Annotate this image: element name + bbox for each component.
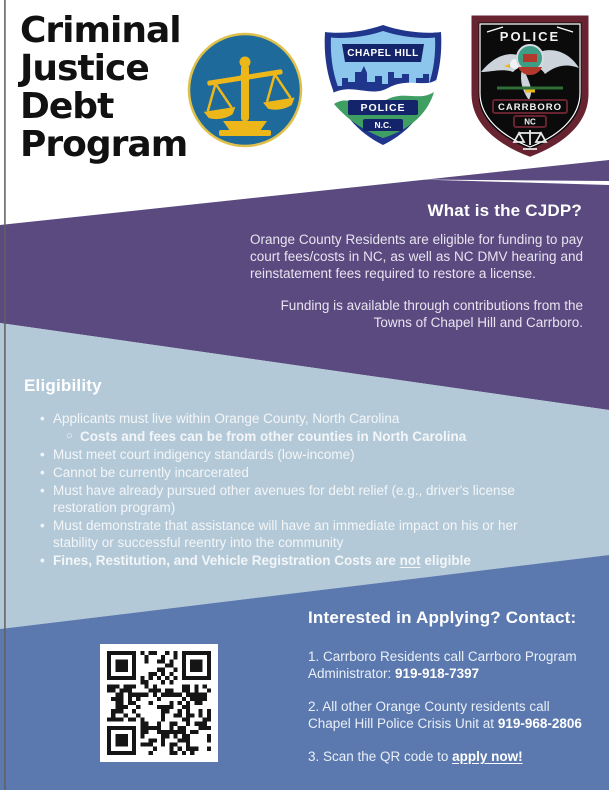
cjdp-heading: What is the CJDP?: [427, 201, 582, 220]
cjdp-paragraph-1: Orange County Residents are eligible for funding to pay court fees/costs in NC, as well as NC DMV hearing and reinstatement fees required to restore a license.: [250, 232, 583, 281]
qr-code-image: [107, 651, 211, 755]
eligibility-item: • Applicants must live within Orange County, North Carolina: [40, 410, 554, 427]
carrboro-name-text: CARRBORO: [498, 102, 562, 113]
justice-scales-icon: [186, 31, 304, 149]
carrboro-police-badge: [465, 12, 595, 158]
chapel-hill-nc-text: N.C.: [374, 120, 392, 130]
page-edge-line: [4, 0, 6, 790]
eligibility-item: • Must demonstrate that assistance will have an immediate impact on his or her stability or successful reentry into the community: [40, 517, 554, 551]
chapel-hill-police-badge: [318, 22, 448, 148]
eligibility-item: • Must have already pursued other avenues for debt relief (e.g., driver's license restoration program): [40, 482, 554, 516]
contact-item: 2. All other Orange County residents call Chapel Hill Police Crisis Unit at 919-968-2806: [308, 699, 582, 731]
carrboro-state-text: NC: [524, 117, 536, 127]
apply-now-link[interactable]: apply now!: [452, 749, 523, 764]
contact-item: 3. Scan the QR code to apply now!: [308, 749, 523, 764]
phone-number: 919-968-2806: [497, 716, 582, 731]
contact-items: [308, 632, 588, 765]
qr-code[interactable]: [100, 644, 218, 762]
eligibility-item: ○ Costs and fees can be from other counties in North Carolina: [40, 428, 554, 445]
eligibility-item: • Fines, Restitution, and Vehicle Registration Costs are not eligible: [40, 552, 554, 569]
title-line: Justice: [20, 48, 149, 89]
phone-number: 919-918-7397: [395, 666, 480, 681]
chapel-hill-police-text: POLICE: [360, 102, 406, 114]
eligibility-list: [40, 410, 554, 570]
title-line: Debt: [20, 86, 114, 127]
title-line: Criminal: [20, 10, 181, 51]
eligibility-heading: Eligibility: [24, 376, 102, 395]
eligibility-item: • Cannot be currently incarcerated: [40, 464, 554, 481]
eligibility-item: • Must meet court indigency standards (low-income): [40, 446, 554, 463]
title-line: Program: [20, 124, 188, 165]
contact-heading: Interested in Applying? Contact:: [308, 608, 577, 627]
contact-item: 1. Carrboro Residents call Carrboro Program Administrator: 919-918-7397: [308, 649, 577, 681]
chapel-hill-banner-text: CHAPEL HILL: [347, 48, 419, 59]
cjdp-paragraph-2: Funding is available through contributions from the Towns of Chapel Hill and Carrboro.: [280, 298, 583, 330]
carrboro-police-text: POLICE: [499, 29, 561, 44]
